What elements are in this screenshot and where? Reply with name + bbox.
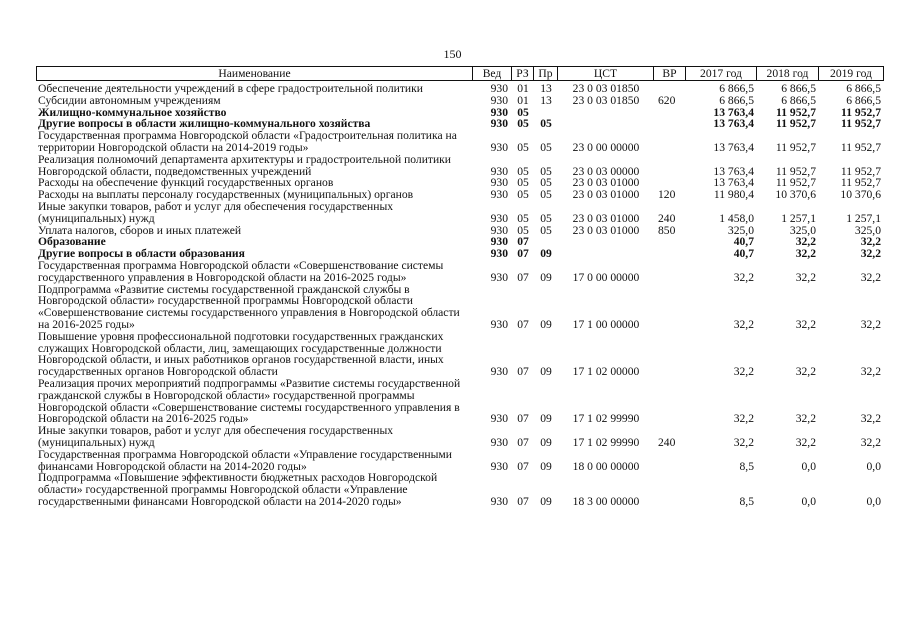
row-ved: 930 bbox=[490, 188, 508, 202]
row-2018: 6 866,5 bbox=[781, 82, 816, 95]
row-rz: 01 bbox=[517, 82, 529, 95]
row-name: Жилищно-коммунальное хозяйство bbox=[38, 105, 227, 119]
header-2018: 2018 год bbox=[757, 66, 819, 81]
row-rz: 05 bbox=[517, 223, 529, 237]
row-2019: 6 866,5 bbox=[846, 82, 881, 95]
row-name: Государственная программа Новгородской области «Градостроительная политика на территории Новгородской области на 2014-2019 годы» bbox=[38, 129, 457, 154]
row-name: Подпрограмма «Развитие системы государственной гражданской службы в Новгородской области» государственной программы Новгородской области «Совершенствование системы государственного управления в Новгородской области на 2016-2025 годы» bbox=[38, 282, 460, 331]
row-2018: 6 866,5 bbox=[781, 93, 816, 107]
row-2017: 1 458,0 bbox=[719, 211, 754, 225]
row-ved: 930 bbox=[490, 176, 508, 190]
row-pr: 09 bbox=[540, 247, 552, 261]
row-cst: 23 0 03 01000 bbox=[572, 223, 640, 237]
budget-table bbox=[36, 66, 884, 508]
row-ved: 930 bbox=[490, 365, 508, 379]
row-pr: 09 bbox=[540, 435, 552, 449]
row-2017: 32,2 bbox=[733, 365, 754, 379]
row-name: Иные закупки товаров, работ и услуг для обеспечения государственных (муниципальных) нужд bbox=[38, 424, 394, 449]
row-cst: 17 1 02 99990 bbox=[572, 412, 640, 426]
row-2017: 40,7 bbox=[733, 247, 754, 261]
row-vr: 850 bbox=[658, 223, 676, 237]
row-cst: 17 0 00 00000 bbox=[572, 270, 640, 284]
row-ved: 930 bbox=[490, 247, 508, 261]
row-ved: 930 bbox=[490, 235, 508, 249]
row-2019: 0,0 bbox=[866, 494, 881, 508]
row-2017: 13 763,4 bbox=[713, 164, 754, 178]
row-2019: 6 866,5 bbox=[846, 93, 881, 107]
table-row bbox=[36, 95, 884, 107]
row-2017: 40,7 bbox=[733, 235, 754, 249]
row-2017: 13 763,4 bbox=[713, 105, 754, 119]
row-ved: 930 bbox=[490, 164, 508, 178]
row-2019: 11 952,7 bbox=[841, 117, 881, 131]
row-2019: 32,2 bbox=[860, 317, 881, 331]
row-2018: 32,2 bbox=[795, 412, 816, 426]
row-cst: 23 0 03 01000 bbox=[572, 211, 640, 225]
row-cst: 17 1 02 00000 bbox=[572, 365, 640, 379]
row-rz: 07 bbox=[517, 365, 529, 379]
row-2017: 8,5 bbox=[739, 459, 754, 473]
header-2019: 2019 год bbox=[819, 66, 884, 81]
row-rz: 05 bbox=[517, 176, 529, 190]
row-ved: 930 bbox=[490, 270, 508, 284]
row-rz: 07 bbox=[517, 235, 529, 249]
row-2017: 6 866,5 bbox=[719, 82, 754, 95]
row-name: Другие вопросы в области жилищно-коммунального хозяйства bbox=[38, 117, 371, 131]
page-number: 150 bbox=[443, 47, 462, 61]
row-2018: 32,2 bbox=[795, 247, 816, 261]
row-ved: 930 bbox=[490, 494, 508, 508]
row-cst: 23 0 03 01000 bbox=[572, 188, 640, 202]
row-2019: 32,2 bbox=[860, 365, 881, 379]
row-pr: 05 bbox=[540, 140, 552, 154]
row-rz: 05 bbox=[517, 188, 529, 202]
row-vr: 240 bbox=[658, 211, 676, 225]
table-row bbox=[36, 130, 884, 154]
row-name: Расходы на обеспечение функций государственных органов bbox=[38, 176, 334, 190]
row-2018: 11 952,7 bbox=[775, 140, 816, 154]
row-ved: 930 bbox=[490, 117, 508, 131]
row-name: Реализация полномочий департамента архитектуры и градостроительной политики Новгородской области, подведомственных учреждений bbox=[38, 152, 452, 178]
row-2017: 13 763,4 bbox=[713, 176, 754, 190]
row-cst: 23 0 03 00000 bbox=[572, 164, 640, 178]
table-header bbox=[36, 66, 884, 81]
row-2018: 10 370,6 bbox=[775, 188, 816, 202]
row-2018: 11 952,7 bbox=[775, 176, 816, 190]
row-name: Реализация прочих мероприятий подпрограммы «Развитие системы государственной гражданской службы в Новгородской области» государственной программы Новгородской области «Совершенствование системы государственного управления в Новгородской области на 2016-2025 годы» bbox=[38, 376, 461, 426]
row-pr: 05 bbox=[540, 164, 552, 178]
row-cst: 23 0 03 01850 bbox=[572, 82, 640, 95]
row-cst: 23 0 03 01850 bbox=[572, 93, 640, 107]
row-name: Уплата налогов, сборов и иных платежей bbox=[38, 223, 242, 237]
table-row bbox=[36, 472, 884, 507]
row-name: Повышение уровня профессиональной подготовки государственных гражданских служащих Новгородской области, лиц, замещающих государственные должности Новгородской области, и иных работников органов государственной власти, иных государственных органов Новгородской области bbox=[38, 329, 444, 379]
row-name: Образование bbox=[38, 235, 106, 249]
row-2017: 32,2 bbox=[733, 435, 754, 449]
row-rz: 07 bbox=[517, 317, 529, 331]
row-ved: 930 bbox=[490, 82, 508, 95]
row-pr: 05 bbox=[540, 211, 552, 225]
row-cst: 23 0 00 00000 bbox=[572, 140, 640, 154]
table-body bbox=[36, 83, 884, 508]
row-rz: 07 bbox=[517, 247, 529, 261]
row-pr: 05 bbox=[540, 188, 552, 202]
row-2018: 11 952,7 bbox=[776, 117, 816, 131]
row-cst: 23 0 03 01000 bbox=[572, 176, 640, 190]
row-2018: 325,0 bbox=[789, 223, 816, 237]
row-pr: 09 bbox=[540, 494, 552, 508]
row-ved: 930 bbox=[490, 412, 508, 426]
row-name: Обеспечение деятельности учреждений в сфере градостроительной политики bbox=[38, 82, 423, 95]
row-2017: 32,2 bbox=[733, 412, 754, 426]
table-row bbox=[36, 378, 884, 425]
row-vr: 240 bbox=[658, 435, 676, 449]
row-rz: 05 bbox=[517, 140, 529, 154]
header-vr: ВР bbox=[654, 66, 686, 81]
row-2019: 11 952,7 bbox=[840, 164, 881, 178]
row-rz: 07 bbox=[517, 435, 529, 449]
row-2018: 32,2 bbox=[795, 235, 816, 249]
row-2019: 32,2 bbox=[860, 412, 881, 426]
table-row bbox=[36, 449, 884, 473]
row-2017: 13 763,4 bbox=[713, 140, 754, 154]
row-name: Подпрограмма «Повышение эффективности бюджетных расходов Новгородской области» государственной программы Новгородской области «Управление государственными финансами Новгородской области на 2014-2020 годы» bbox=[38, 471, 438, 508]
row-pr: 09 bbox=[540, 459, 552, 473]
row-2017: 325,0 bbox=[727, 223, 754, 237]
row-2019: 11 952,7 bbox=[840, 176, 881, 190]
row-2019: 325,0 bbox=[854, 223, 881, 237]
row-2019: 10 370,6 bbox=[840, 188, 881, 202]
row-rz: 05 bbox=[517, 105, 529, 119]
row-2018: 32,2 bbox=[795, 365, 816, 379]
row-rz: 07 bbox=[517, 270, 529, 284]
row-vr: 120 bbox=[658, 188, 676, 202]
row-2018: 32,2 bbox=[795, 270, 816, 284]
row-pr: 05 bbox=[540, 223, 552, 237]
header-rz: РЗ bbox=[512, 66, 534, 81]
row-rz: 07 bbox=[517, 412, 529, 426]
row-2019: 32,2 bbox=[860, 435, 881, 449]
row-name: Другие вопросы в области образования bbox=[38, 247, 245, 261]
table-row bbox=[36, 284, 884, 331]
row-name: Иные закупки товаров, работ и услуг для обеспечения государственных (муниципальных) нужд bbox=[38, 199, 394, 225]
row-2018: 32,2 bbox=[795, 317, 816, 331]
row-ved: 930 bbox=[490, 140, 508, 154]
row-2019: 11 952,7 bbox=[841, 105, 881, 119]
row-2017: 11 980,4 bbox=[713, 188, 754, 202]
row-2019: 0,0 bbox=[866, 459, 881, 473]
row-pr: 05 bbox=[540, 117, 552, 131]
row-pr: 13 bbox=[540, 82, 552, 95]
row-cst: 18 3 00 00000 bbox=[572, 494, 640, 508]
row-ved: 930 bbox=[490, 93, 508, 107]
row-cst: 17 1 02 99990 bbox=[572, 435, 640, 449]
header-pr: Пр bbox=[534, 66, 558, 81]
row-2019: 11 952,7 bbox=[840, 140, 881, 154]
header-ved: Вед bbox=[473, 66, 512, 81]
row-2019: 32,2 bbox=[860, 235, 881, 249]
row-2018: 32,2 bbox=[795, 435, 816, 449]
table-row bbox=[36, 154, 884, 178]
row-pr: 09 bbox=[540, 317, 552, 331]
row-rz: 05 bbox=[517, 211, 529, 225]
row-ved: 930 bbox=[490, 317, 508, 331]
row-2018: 0,0 bbox=[801, 494, 816, 508]
row-2017: 32,2 bbox=[733, 317, 754, 331]
row-pr: 09 bbox=[540, 412, 552, 426]
row-pr: 09 bbox=[540, 270, 552, 284]
header-name: Наименование bbox=[36, 66, 473, 81]
row-2017: 32,2 bbox=[733, 270, 754, 284]
row-name: Расходы на выплаты персоналу государственных (муниципальных) органов bbox=[38, 188, 414, 202]
row-cst: 18 0 00 00000 bbox=[572, 459, 640, 473]
row-ved: 930 bbox=[490, 435, 508, 449]
row-rz: 05 bbox=[517, 164, 529, 178]
table-row bbox=[36, 425, 884, 449]
row-2017: 8,5 bbox=[739, 494, 754, 508]
row-name: Государственная программа Новгородской области «Совершенствование системы государственного управления в Новгородской области на 2016-2025 годы» bbox=[38, 258, 444, 284]
row-ved: 930 bbox=[490, 105, 508, 119]
row-rz: 07 bbox=[517, 459, 529, 473]
table-row bbox=[36, 225, 884, 237]
table-row bbox=[36, 201, 884, 225]
header-cst: ЦСТ bbox=[558, 66, 654, 81]
table-row bbox=[36, 260, 884, 284]
row-2018: 0,0 bbox=[801, 459, 816, 473]
row-rz: 07 bbox=[517, 494, 529, 508]
row-2018: 11 952,7 bbox=[775, 164, 816, 178]
row-2017: 6 866,5 bbox=[719, 93, 754, 107]
row-ved: 930 bbox=[490, 459, 508, 473]
row-rz: 01 bbox=[517, 93, 529, 107]
row-pr: 13 bbox=[540, 93, 552, 107]
row-cst: 17 1 00 00000 bbox=[572, 317, 640, 331]
row-ved: 930 bbox=[490, 223, 508, 237]
table-row bbox=[36, 331, 884, 378]
row-ved: 930 bbox=[490, 211, 508, 225]
row-name: Субсидии автономным учреждениям bbox=[38, 93, 221, 107]
row-pr: 05 bbox=[540, 176, 552, 190]
row-2019: 32,2 bbox=[860, 247, 881, 261]
row-vr: 620 bbox=[658, 93, 676, 107]
row-2017: 13 763,4 bbox=[713, 117, 754, 131]
row-2018: 11 952,7 bbox=[776, 105, 816, 119]
row-2018: 1 257,1 bbox=[781, 211, 816, 225]
row-2019: 32,2 bbox=[860, 270, 881, 284]
row-2019: 1 257,1 bbox=[846, 211, 881, 225]
header-2017: 2017 год bbox=[686, 66, 757, 81]
row-pr: 09 bbox=[540, 365, 552, 379]
row-name: Государственная программа Новгородской области «Управление государственными финансами Новгородской области на 2014-2020 годы» bbox=[38, 447, 452, 473]
row-rz: 05 bbox=[517, 117, 529, 131]
